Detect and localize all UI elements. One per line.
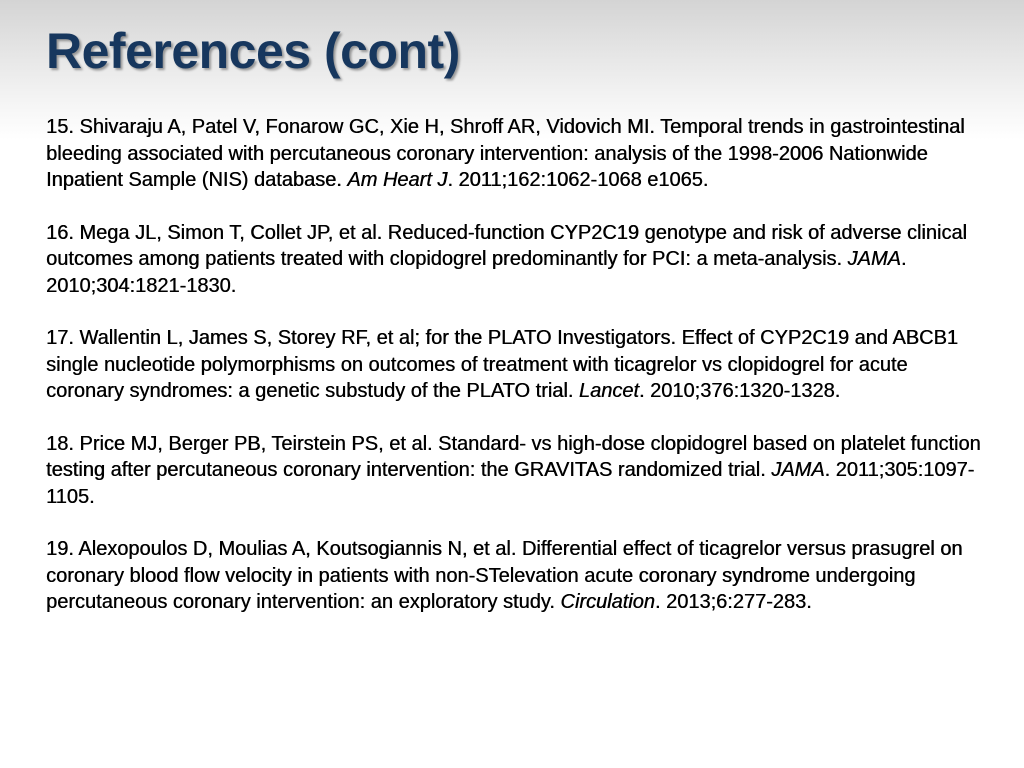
reference-journal: JAMA: [847, 248, 901, 270]
reference-citation: . 2010;304:1821-1830.: [46, 248, 907, 297]
reference-journal: Lancet: [578, 380, 639, 402]
reference-item-17: [46, 325, 981, 405]
reference-citation: . 2010;376:1320-1328.: [638, 380, 841, 402]
reference-text: 17. Wallentin L, James S, Storey RF, et al; for the PLATO Investigators. Effect of CYP2C19 and ABCB1 single nucleotide polymorphisms on outcomes of treatment with ticagrelor vs clopidogrel for acute coronary syndromes: a genetic substudy of the PLATO trial.: [46, 327, 958, 402]
reference-text: 15. Shivaraju A, Patel V, Fonarow GC, Xie H, Shroff AR, Vidovich MI. Temporal trends in gastrointestinal bleeding associated with percutaneous coronary intervention: analysis of the 1998-2006 Nationwide Inpatient Sample (NIS) database.: [46, 116, 965, 191]
reference-item-15: [46, 114, 981, 194]
reference-citation: . 2011;162:1062-1068 e1065.: [447, 169, 709, 191]
reference-text: 18. Price MJ, Berger PB, Teirstein PS, et al. Standard- vs high-dose clopidogrel based on platelet function testing after percutaneous coronary intervention: the GRAVITAS randomized trial.: [46, 432, 981, 481]
reference-item-16: [46, 220, 981, 300]
reference-item-18: [46, 431, 981, 511]
reference-list: [46, 114, 981, 642]
reference-item-19: [46, 536, 981, 616]
reference-journal: JAMA: [771, 459, 825, 481]
reference-text: 19. Alexopoulos D, Moulias A, Koutsogiannis N, et al. Differential effect of ticagrelor versus prasugrel on coronary blood flow velocity in patients with non-STelevation acute coronary syndrome undergoing percutaneous coronary intervention: an exploratory study.: [46, 538, 963, 613]
reference-citation: . 2013;6:277-283.: [654, 591, 812, 613]
reference-text: 16. Mega JL, Simon T, Collet JP, et al. Reduced-function CYP2C19 genotype and risk of adverse clinical outcomes among patients treated with clopidogrel predominantly for PCI: a meta-analysis.: [46, 221, 967, 270]
reference-journal: Am Heart J: [347, 169, 448, 191]
reference-citation: . 2011;305:1097-1105.: [46, 459, 975, 508]
reference-journal: Circulation: [560, 591, 655, 613]
slide-title: References (cont): [46, 23, 460, 79]
